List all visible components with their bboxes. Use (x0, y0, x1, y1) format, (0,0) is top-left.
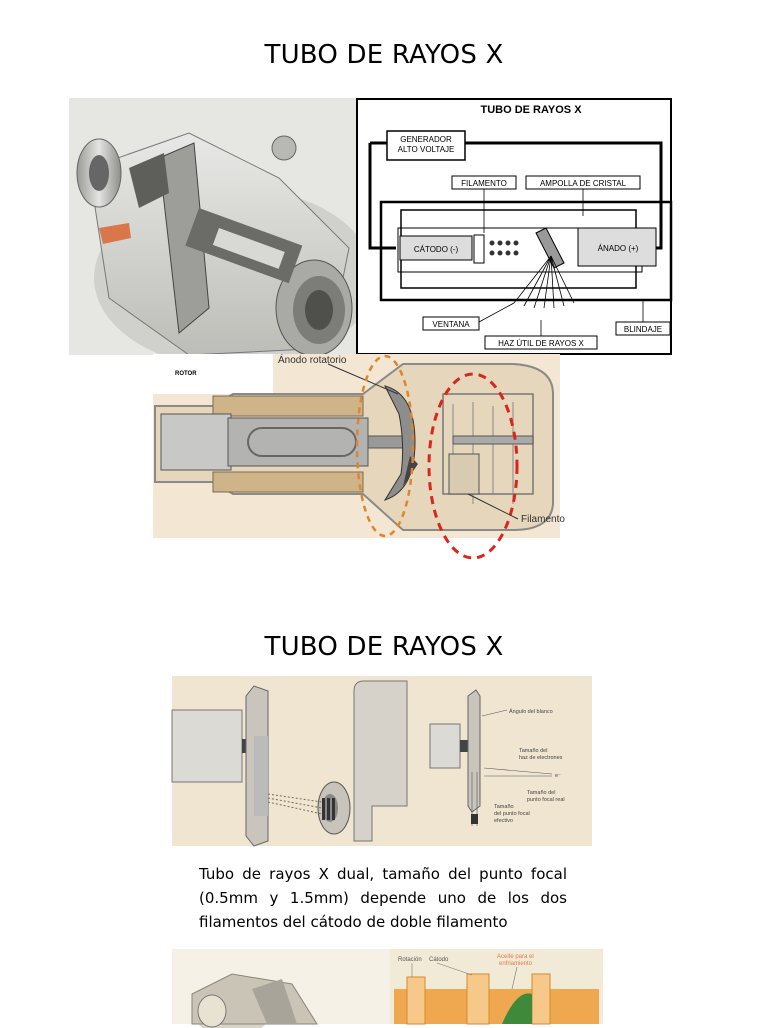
rotation-label: Rotación (398, 957, 422, 963)
beam-label: HAZ ÚTIL DE RAYOS X (498, 339, 584, 348)
shielding-label: BLINDAJE (623, 325, 663, 334)
cooling-oil-label-2: enfriamiento (499, 961, 533, 967)
dual-tube-caption: Tubo de rayos X dual, tamaño del punto focal (0.5mm y 1.5mm) depende uno de los dos filamentos del cátodo de doble filamento (199, 865, 567, 931)
filament-rotor-label: Filamento (521, 514, 565, 525)
xray-tube-cutaway-photo (69, 98, 356, 355)
cathode-label: CÁTODO (-) (413, 245, 459, 254)
generator-label-line2: ALTO VOLTAJE (397, 145, 455, 154)
xray-tube-schematic (356, 98, 672, 355)
cathode-bottom-label: Cátodo (429, 957, 449, 963)
effective-focal-label-2: del punto focal (494, 811, 530, 817)
real-focal-label-2: punto focal real (527, 797, 565, 803)
target-angle-label: Ángulo del blanco (509, 709, 553, 715)
filament-label: FILAMENTO (461, 179, 507, 188)
effective-focal-label-1: Tamaño (494, 804, 514, 810)
schematic-header: TUBO DE RAYOS X (480, 104, 582, 116)
real-focal-label-1: Tamaño del (527, 790, 556, 796)
rotating-anode-label: Ánodo rotatorio (278, 355, 347, 366)
dual-focal-spot-diagram (172, 676, 592, 846)
anode-label: ÁNADO (+) (597, 244, 639, 253)
window-label: VENTANA (432, 320, 470, 329)
cooling-oil-label-1: Aceite para el (497, 954, 534, 960)
beam-size-label-1: Tamaño del (519, 748, 548, 754)
effective-focal-label-3: efectivo (494, 818, 513, 824)
rotor-label: ROTOR (175, 371, 197, 377)
beam-size-label-2: haz de electrones (519, 755, 563, 761)
rotation-cathode-diagram (172, 949, 603, 1024)
slide-title: TUBO DE RAYOS X (264, 40, 504, 70)
glass-bulb-label: AMPOLLA DE CRISTAL (539, 179, 627, 188)
rotating-anode-diagram (153, 354, 565, 538)
electron-label: e⁻ (555, 773, 561, 779)
slide-title-2: TUBO DE RAYOS X (264, 632, 504, 662)
generator-label-line1: GENERADOR (400, 135, 452, 144)
